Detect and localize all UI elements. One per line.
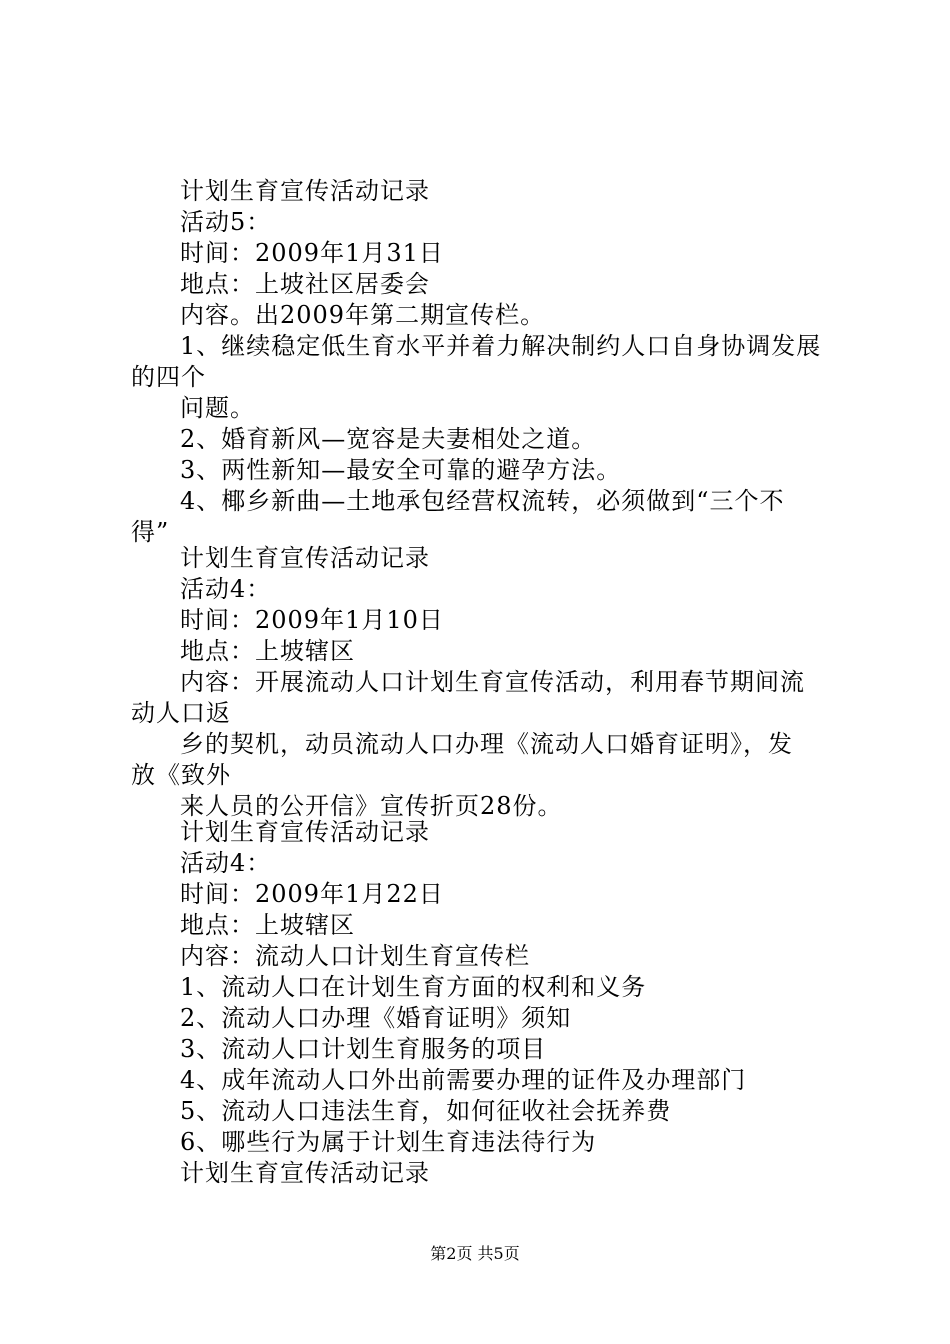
- list-item-continuation: 得”: [131, 518, 170, 546]
- activity-label: 活动4：: [180, 575, 272, 603]
- location-line: 地点：上坡社区居委会: [180, 270, 430, 298]
- activity-label: 活动5：: [180, 208, 272, 236]
- list-item: 4、成年流动人口外出前需要办理的证件及办理部门: [180, 1066, 747, 1094]
- list-item: 5、流动人口违法生育，如何征收社会抚养费: [180, 1097, 672, 1125]
- content-continuation: 来人员的公开信》宣传折页28份。: [180, 792, 563, 820]
- section-title: 计划生育宣传活动记录: [180, 1159, 430, 1187]
- list-item: 3、流动人口计划生育服务的项目: [180, 1035, 547, 1063]
- content-line: 内容：开展流动人口计划生育宣传活动，利用春节期间流: [180, 668, 805, 696]
- section-title: 计划生育宣传活动记录: [180, 177, 430, 205]
- section-title: 计划生育宣传活动记录: [180, 544, 430, 572]
- content-continuation: 乡的契机，动员流动人口办理《流动人口婚育证明》，发: [180, 730, 793, 758]
- list-item: 6、哪些行为属于计划生育违法待行为: [180, 1128, 597, 1156]
- list-item: 1、流动人口在计划生育方面的权利和义务: [180, 973, 647, 1001]
- page-footer: 第2页 共5页: [430, 1244, 520, 1263]
- content-line: 内容。出2009年第二期宣传栏。: [180, 301, 546, 329]
- content-continuation: 动人口返: [131, 699, 231, 727]
- list-item-continuation: 的四个: [131, 363, 206, 391]
- time-line: 时间：2009年1月10日: [180, 606, 444, 634]
- activity-label: 活动4：: [180, 849, 272, 877]
- list-item: 4、椰乡新曲—土地承包经营权流转，必须做到“三个不: [180, 487, 785, 515]
- location-line: 地点：上坡辖区: [180, 911, 355, 939]
- location-line: 地点：上坡辖区: [180, 637, 355, 665]
- content-continuation: 放《致外: [131, 761, 231, 789]
- time-line: 时间：2009年1月31日: [180, 239, 444, 267]
- section-title: 计划生育宣传活动记录: [180, 818, 430, 846]
- time-line: 时间：2009年1月22日: [180, 880, 444, 908]
- list-item: 2、婚育新风—宽容是夫妻相处之道。: [180, 425, 597, 453]
- list-item-continuation: 问题。: [180, 394, 255, 422]
- list-item: 3、两性新知—最安全可靠的避孕方法。: [180, 456, 622, 484]
- content-line: 内容：流动人口计划生育宣传栏: [180, 942, 530, 970]
- list-item: 1、继续稳定低生育水平并着力解决制约人口自身协调发展: [180, 332, 822, 360]
- list-item: 2、流动人口办理《婚育证明》须知: [180, 1004, 572, 1032]
